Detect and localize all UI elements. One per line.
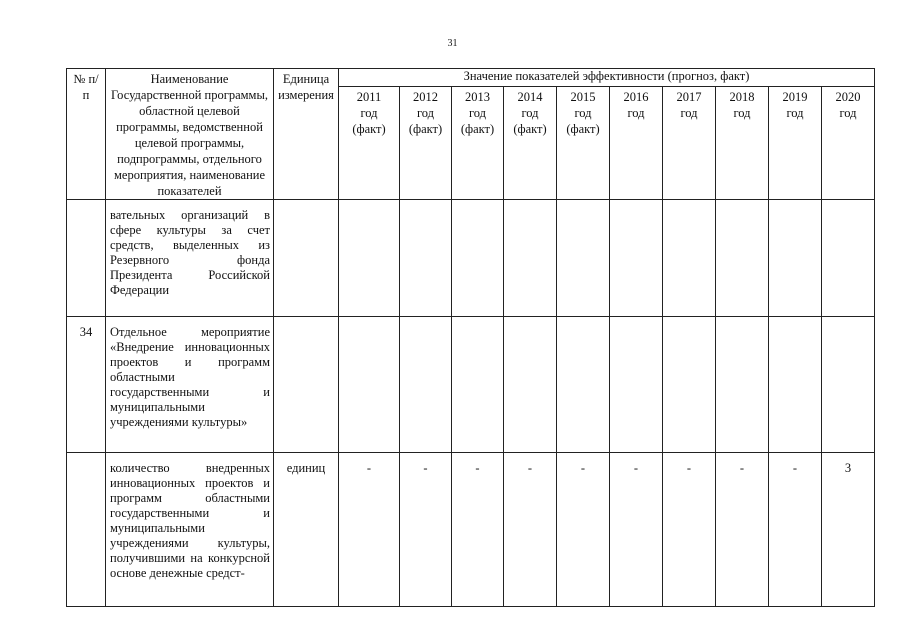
row-number [67, 200, 106, 317]
row-value-2020 [822, 200, 875, 317]
header-year-word: год [521, 106, 539, 121]
header-year-2019 [769, 87, 822, 200]
header-unit [274, 69, 339, 200]
row-value-2013: - [452, 453, 504, 607]
row-value-2016 [610, 317, 663, 453]
row-value-2015: - [557, 453, 610, 607]
row-value-2011 [339, 200, 400, 317]
row-value-2013 [452, 317, 504, 453]
row-value-2018 [716, 317, 769, 453]
row-value-2019: - [769, 453, 822, 607]
header-year-word: год [786, 106, 804, 121]
row-value-2014: - [504, 453, 557, 607]
header-year-word: год [360, 106, 378, 121]
row-number: 34 [67, 317, 106, 453]
header-year-word: год [468, 106, 487, 121]
row-value-2018: - [716, 453, 769, 607]
table-row [67, 453, 875, 607]
header-year-2015 [557, 87, 610, 200]
row-value-2020: 3 [822, 453, 875, 607]
row-value-2011: - [339, 453, 400, 607]
header-num [67, 69, 106, 200]
header-year-type: (факт) [352, 122, 386, 137]
header-year-number: 2011 [356, 90, 382, 105]
row-value-2012: - [400, 453, 452, 607]
header-year-word: год [839, 106, 857, 121]
header-year-word: год [733, 106, 751, 121]
row-value-2013 [452, 200, 504, 317]
header-year-number: 2018 [729, 90, 755, 105]
row-name: Отдельное мероприятие «Внедрение инновационных проектов и программ областными государственными и муниципальными учреждениями культуры» [106, 317, 274, 453]
header-year-2020 [822, 87, 875, 200]
header-year-word: год [627, 106, 645, 121]
header-year-number: 2012 [413, 90, 438, 105]
row-name: вательных организаций в сфере культуры за счет средств, выделенных из Резервного фонда Президента Российской Федерации [106, 200, 274, 317]
row-value-2016 [610, 200, 663, 317]
row-number [67, 453, 106, 607]
row-value-2017 [663, 200, 716, 317]
header-year-number: 2013 [465, 90, 490, 105]
header-year-word: год [574, 106, 592, 121]
header-year-type: (факт) [408, 122, 443, 137]
header-year-number: 2020 [835, 90, 861, 105]
row-value-2017: - [663, 453, 716, 607]
row-value-2019 [769, 317, 822, 453]
header-unit-text: Единица измерения [278, 72, 334, 102]
header-year-2016 [610, 87, 663, 200]
row-unit: единиц [274, 453, 339, 607]
header-values-group: Значение показателей эффективности (прогноз, факт) [339, 69, 875, 87]
row-value-2015 [557, 317, 610, 453]
header-year-2014 [504, 87, 557, 200]
header-year-number: 2014 [517, 90, 543, 105]
header-year-number: 2017 [676, 90, 702, 105]
header-year-type: (факт) [513, 122, 547, 137]
row-name: количество внедренных инновационных проектов и программ областными государственными и муниципальными учреждениями культуры, получившими на конкурсной основе денежные средст- [106, 453, 274, 607]
row-value-2020 [822, 317, 875, 453]
header-year-type: (факт) [460, 122, 495, 137]
row-value-2012 [400, 317, 452, 453]
row-value-2014 [504, 317, 557, 453]
header-name [106, 69, 274, 200]
table-row [67, 317, 875, 453]
header-year-2013 [452, 87, 504, 200]
header-year-2017 [663, 87, 716, 200]
header-year-number: 2019 [782, 90, 808, 105]
header-year-word: год [416, 106, 435, 121]
header-row-1 [67, 69, 875, 87]
header-year-word: год [680, 106, 698, 121]
row-unit [274, 317, 339, 453]
table-row [67, 200, 875, 317]
row-value-2014 [504, 200, 557, 317]
header-name-text: Наименование Государственной программы, областной целевой программы, ведомственной целевой программы, подпрограммы, отдельного мероприятия, наименование показателей [111, 72, 268, 198]
header-year-number: 2016 [623, 90, 649, 105]
header-year-2011 [339, 87, 400, 200]
row-value-2016: - [610, 453, 663, 607]
row-value-2019 [769, 200, 822, 317]
row-unit [274, 200, 339, 317]
indicators-table [66, 68, 875, 607]
row-value-2011 [339, 317, 400, 453]
header-num-text: № п/п [73, 72, 99, 102]
header-year-type: (факт) [566, 122, 600, 137]
row-value-2012 [400, 200, 452, 317]
header-year-number: 2015 [570, 90, 596, 105]
row-value-2015 [557, 200, 610, 317]
row-value-2018 [716, 200, 769, 317]
page-number: 31 [447, 38, 458, 49]
header-year-2012 [400, 87, 452, 200]
row-value-2017 [663, 317, 716, 453]
header-year-2018 [716, 87, 769, 200]
